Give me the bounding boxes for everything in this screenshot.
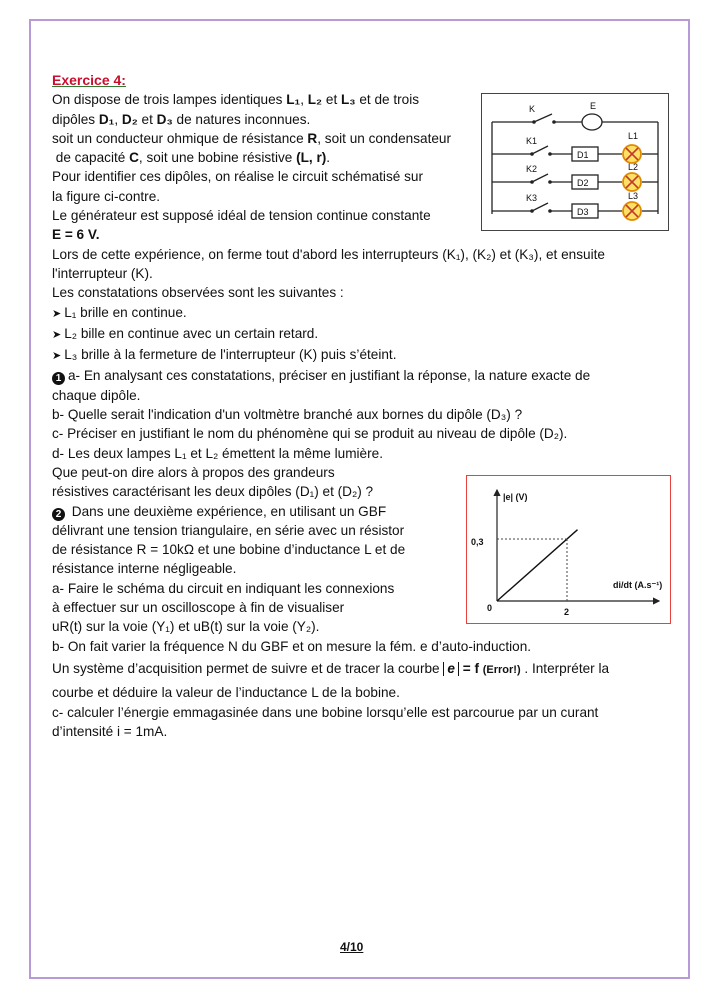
text-line: résistance interne négligeable. [52,561,237,577]
text-line: soit un conducteur ohmique de résistance R, soit un condensateur [52,130,452,146]
question-2c: c- calculer l’énergie emmagasinée dans une bobine lorsqu’elle est parcourue par un curant [52,704,599,720]
switch-label: K2 [526,164,538,174]
text-line: délivrant une tension triangulaire, en série avec un résistor [52,522,405,538]
question-1b: b- Quelle serait l'indication d'un voltmètre branché aux bornes du dipôle (D₃) ? [52,407,523,423]
exercise-title: Exercice 4: [52,72,126,88]
switch-label: K [529,104,536,114]
question-1a: 1 a- En analysant ces constatations, préciser en justifiant la réponse, la nature exacte de [52,366,652,385]
graph-e-vs-didt [466,475,671,624]
text-line: Lors de cette expérience, on ferme tout d'abord les interrupteurs (K₁), (K₂) et (K₃), et ensuite [52,246,605,262]
text-line: de capacité C, soit une bobine résistive (L, r). [52,150,331,166]
text-line: Un système d’acquisition permet de suivre et de tracer la courbe e = f (Error!) . Interpréter la [52,660,610,676]
y-axis-label: |e| (V) [503,492,528,502]
switch-label: K1 [526,136,538,146]
switch-label: K3 [526,193,538,203]
lamp-label: L3 [628,191,639,201]
circuit-diagram [481,93,669,231]
text-line: Pour identifier ces dipôles, on réalise le circuit schématisé sur [52,169,423,185]
number-bullet-icon: 1 [52,372,65,385]
text-line: d’intensité i = 1mA. [52,723,168,739]
text-line: E = 6 V. [52,227,100,243]
text-line: Le générateur est supposé idéal de tension continue constante [52,208,431,224]
text-line: Que peut-on dire alors à propos des grandeurs [52,464,335,480]
lamp-label: L1 [628,131,639,141]
arrow-icon: ➤ [52,328,62,341]
lamp-icon [623,173,641,191]
abs-e-symbol: e [443,662,459,676]
text-line: Les constatations observées sont les suivantes : [52,285,344,301]
lamp-icon [623,145,641,163]
dipole-label: D3 [577,207,589,217]
dipole-label: D1 [577,150,589,160]
number-bullet-icon: 2 [52,508,65,521]
formula-error: (Error!) [482,663,521,676]
arrow-icon: ➤ [52,350,62,363]
text-line: l'interrupteur (K). [52,265,153,281]
x-axis-label: di/dt (A.s⁻¹) [613,580,663,590]
question-2a: a- Faire le schéma du circuit en indiquant les connexions [52,580,395,596]
question-1d: d- Les deux lampes L₁ et L₂ émettent la même lumière. [52,445,383,461]
circuit-svg [482,94,668,230]
text-line: dipôles D₁, D₂ et D₃ de natures inconnues. [52,111,311,127]
text-line: résistives caractérisant les deux dipôles (D₁) et (D₂) ? [52,484,374,500]
origin-label: 0 [487,603,493,613]
text-line: On dispose de trois lampes identiques L₁, L₂ et L₃ et de trois [52,92,420,108]
lamp-label: L2 [628,162,639,172]
observation-item: ➤ L₃ brille à la fermeture de l'interrupteur (K) puis s’éteint. [52,347,397,363]
text-line: courbe et déduire la valeur de l’inductance L de la bobine. [52,685,400,701]
series-line [497,530,578,601]
question-2b: b- On fait varier la fréquence N du GBF et on mesure la fém. e d’auto-induction. [52,638,532,654]
dipole-label: D2 [577,178,589,188]
page-number: 4/10 [340,940,364,954]
lamp-icon [623,202,641,220]
y-tick-label: 0,3 [471,537,484,547]
arrow-icon: ➤ [52,307,62,320]
observation-item: ➤ L₂ bille en continue avec un certain retard. [52,325,319,341]
text-line: de résistance R = 10kΩ et une bobine d’inductance L et de [52,542,406,558]
observation-item: ➤ L₁ brille en continue. [52,304,187,320]
text-line: uR(t) sur la voie (Y₁) et uB(t) sur la voie (Y₂). [52,619,320,635]
x-tick-label: 2 [564,607,570,617]
question-2: 2 Dans une deuxième expérience, en utilisant un GBF [52,502,652,521]
question-1c: c- Préciser en justifiant le nom du phénomène qui se produit au niveau de dipôle (D₂). [52,426,568,442]
graph-svg [467,476,670,623]
text-line: chaque dipôle. [52,387,141,403]
text-line: à effectuer sur un oscilloscope à fin de visualiser [52,600,345,616]
text-line: la figure ci-contre. [52,188,161,204]
generator-label: E [590,101,597,111]
